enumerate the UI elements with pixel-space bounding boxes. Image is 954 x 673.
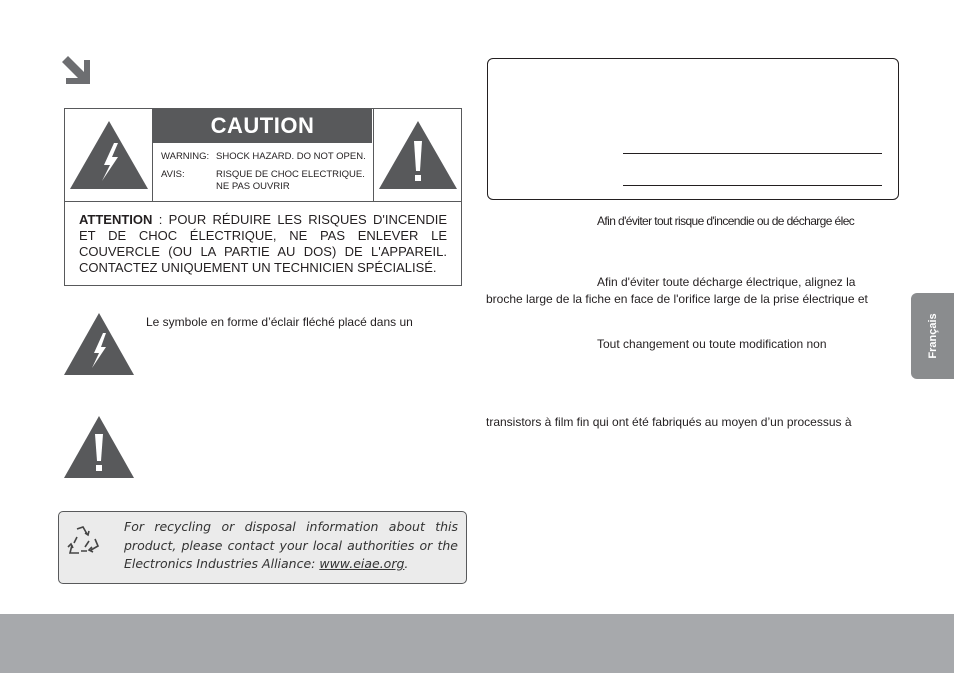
lightning-symbol-icon: [64, 313, 134, 375]
recycling-text: [124, 518, 458, 574]
arrow-down-right-icon: [58, 52, 94, 88]
attention-notice: [65, 201, 461, 276]
caution-warnings: [153, 143, 372, 201]
avis-label: AVIS:: [161, 169, 185, 180]
paragraph-plug-line-1: Afin d'éviter toute décharge électrique, alignez la: [597, 275, 856, 289]
avis-text-2: NE PAS OUVRIR: [216, 181, 290, 192]
eiae-link[interactable]: www.eiae.org: [319, 556, 405, 571]
caution-panel: [64, 108, 462, 286]
recycling-text-end: .: [404, 556, 409, 571]
exclamation-warning-icon: [377, 119, 459, 191]
avis-text-1: RISQUE DE CHOC ELECTRIQUE.: [216, 169, 365, 180]
box-rule-1: [623, 153, 882, 154]
language-tab[interactable]: [911, 293, 954, 379]
paragraph-fire-risk: Afin d'éviter tout risque d'incendie ou de décharge élec: [597, 214, 855, 228]
caution-heading: CAUTION: [153, 109, 372, 143]
recycle-icon: [65, 523, 101, 559]
exclamation-symbol-icon: [64, 416, 134, 478]
warning-label: WARNING:: [161, 151, 210, 162]
recycling-notice: [58, 511, 467, 584]
caution-lightning-cell: [65, 109, 153, 201]
caution-exclamation-cell: [373, 109, 461, 201]
attention-text: : POUR RÉDUIRE LES RISQUES D'INCENDIE ET DE CHOC ÉLECTRIQUE, NE PAS ENLEVER LE COUVERCLE (OU LA PARTIE AU DOS) DE L'APPAREIL. CONTACTEZ UNIQUEMENT UN TECHNICIEN SPÉCIALISÉ.: [79, 212, 447, 275]
attention-label: ATTENTION: [79, 212, 153, 227]
lightning-warning-icon: [68, 119, 150, 191]
footer-bar: [0, 614, 954, 673]
paragraph-plug-line-2: broche large de la fiche en face de l'orifice large de la prise électrique et: [486, 292, 868, 306]
recycling-text-body: For recycling or disposal information about this product, please contact your local authorities or the Electronics Industries Alliance:: [124, 519, 458, 571]
info-box: [487, 58, 899, 200]
warning-text: SHOCK HAZARD. DO NOT OPEN.: [216, 151, 366, 162]
paragraph-modification: Tout changement ou toute modification non: [597, 337, 827, 351]
lightning-symbol-text: Le symbole en forme d’éclair fléché placé dans un: [146, 315, 413, 329]
box-rule-2: [623, 185, 882, 186]
paragraph-transistors: transistors à film fin qui ont été fabriqués au moyen d’un processus à: [486, 415, 852, 429]
language-tab-label: Français: [926, 313, 939, 359]
